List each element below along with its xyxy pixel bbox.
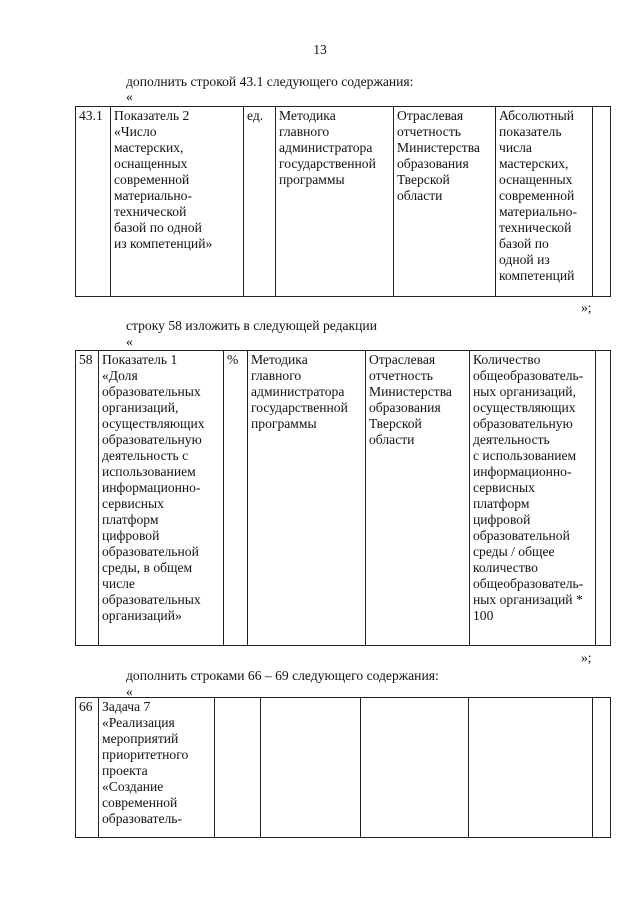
cell-method: Методика главного администратора государственной программы <box>248 351 366 646</box>
section1-open-quote: « <box>126 89 133 104</box>
cell-indicator-name: Показатель 2 «Число мастерских, оснащенных современной материально- технической базой по одной из компетенций» <box>111 107 244 297</box>
cell-method: Методика главного администратора государственной программы <box>276 107 394 297</box>
table-row-43-1 <box>75 106 611 297</box>
cell-empty <box>469 698 593 838</box>
cell-indicator-name: Задача 7 «Реализация мероприятий приоритетного проекта «Создание современной образователь- <box>99 698 215 838</box>
cell-description: Абсолютный показатель числа мастерских, оснащенных современной материально- технической базой по одной из компетенций <box>496 107 593 297</box>
cell-description: Количество общеобразователь- ных организаций, осуществляющих образовательную деятельность с использованием информационно- сервисных платформ цифровой образовательной среды / общее количество общеобразователь- ных организаций * 100 <box>470 351 596 646</box>
cell-empty <box>596 351 611 646</box>
section1-intro: дополнить строкой 43.1 следующего содержания: <box>126 74 414 89</box>
cell-unit: % <box>224 351 248 646</box>
cell-source: Отраслевая отчетность Министерства образования Тверской области <box>394 107 496 297</box>
section3-intro: дополнить строками 66 – 69 следующего содержания: <box>126 668 439 683</box>
cell-number: 43.1 <box>76 107 111 297</box>
cell-unit: ед. <box>244 107 276 297</box>
section3-open-quote: « <box>126 684 133 699</box>
cell-indicator-name: Показатель 1 «Доля образовательных организаций, осуществляющих образовательную деятельность с использованием информационно- сервисных платформ цифровой образовательной среды, в общем числе образовательных организаций» <box>99 351 224 646</box>
cell-empty <box>361 698 469 838</box>
cell-empty <box>215 698 261 838</box>
cell-source: Отраслевая отчетность Министерства образования Тверской области <box>366 351 470 646</box>
page-number: 13 <box>313 42 327 57</box>
cell-empty <box>593 698 611 838</box>
table-row-58 <box>75 350 611 646</box>
cell-empty <box>261 698 361 838</box>
cell-number: 66 <box>76 698 99 838</box>
section2-open-quote: « <box>126 334 133 349</box>
section2-close-quote: »; <box>581 650 592 665</box>
cell-empty <box>593 107 611 297</box>
section1-close-quote: »; <box>581 300 592 315</box>
cell-number: 58 <box>76 351 99 646</box>
table-row-66 <box>75 697 611 838</box>
section2-intro: строку 58 изложить в следующей редакции <box>126 318 377 333</box>
